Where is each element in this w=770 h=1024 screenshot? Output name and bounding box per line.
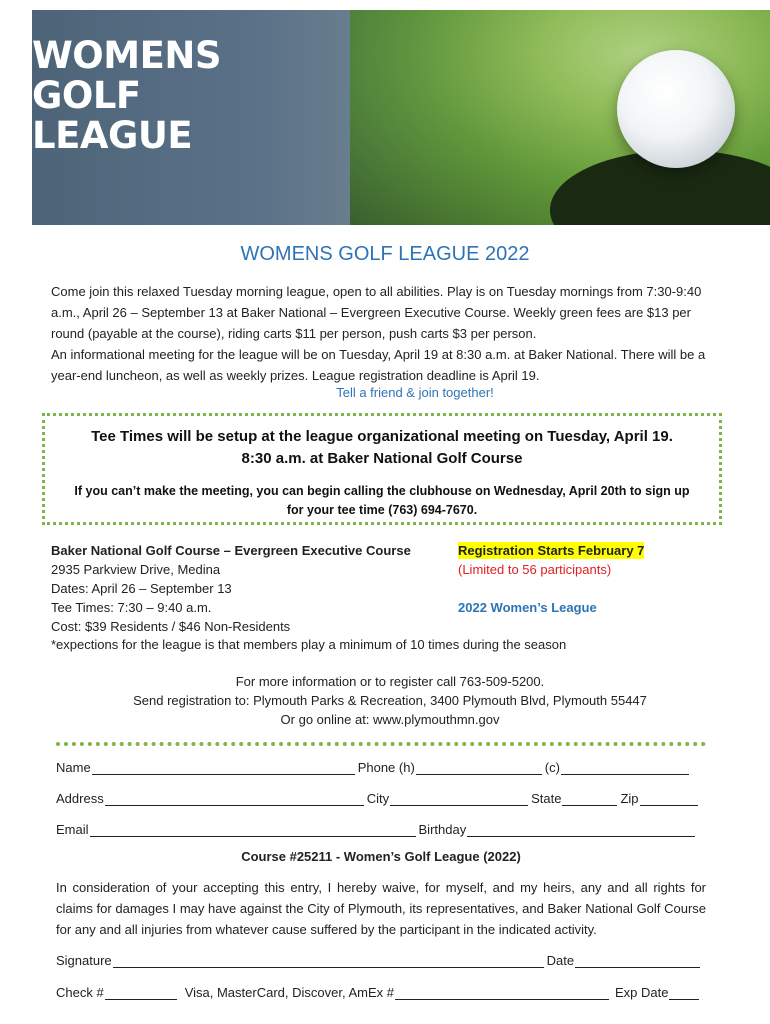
exp-date-label: Exp Date <box>614 985 669 1000</box>
tee-times-notice <box>42 413 722 525</box>
phone-h-field[interactable] <box>416 761 542 775</box>
tee-times-line3: If you can’t make the meeting, you can begin calling the clubhouse on Wednesday, April 20th to sign up <box>74 484 690 498</box>
phone-h-label: Phone (h) <box>357 760 415 775</box>
contact-address: Send registration to: Plymouth Parks & Recreation, 3400 Plymouth Blvd, Plymouth 55447 <box>133 693 647 708</box>
contact-phone: For more information or to register call 763-509-5200. <box>235 674 545 689</box>
form-row-name <box>56 755 706 775</box>
zip-label: Zip <box>620 791 639 806</box>
date-label: Date <box>546 953 575 968</box>
cell-field[interactable] <box>561 761 689 775</box>
name-field[interactable] <box>92 761 355 775</box>
form-row-address <box>56 786 706 806</box>
intro-paragraph-2: An informational meeting for the league will be on Tuesday, April 19 at 8:30 a.m. at Baker National. There will be a year-end luncheon, as well as weekly prizes. League registration deadline is April 19. <box>51 347 706 383</box>
waiver-text: In consideration of your accepting this entry, I hereby waive, for myself, and my heirs, any and all rights for claims for damages I may have against the City of Plymouth, its representatives, and Baker National Golf Course for any and all injuries from whatever cause suffered by the participant in the indicated activity. <box>56 880 706 937</box>
header-banner <box>32 10 770 225</box>
registration-starts: Registration Starts February 7 <box>458 543 645 558</box>
state-label: State <box>531 791 562 806</box>
form-divider <box>56 742 706 746</box>
course-details <box>51 541 451 636</box>
card-label: Visa, MasterCard, Discover, AmEx # <box>184 985 394 1000</box>
banner-title <box>32 36 221 156</box>
city-field[interactable] <box>390 792 528 806</box>
banner-title-line1: WOMENS <box>32 34 221 77</box>
course-address: 2935 Parkview Drive, Medina <box>51 562 221 577</box>
course-dates: Dates: April 26 – September 13 <box>51 581 232 596</box>
intro-paragraph-1: Come join this relaxed Tuesday morning league, open to all abilities. Play is on Tuesday mornings from 7:30-9:40 a.m., April 26 – September 13 at Baker National – Evergreen Executive Course. Weekly green fees are $13 per round (payable at the course), riding carts $11 per person, push carts $3 per person. <box>51 284 702 341</box>
tee-times-line4: for your tee time (763) 694-7670. <box>286 503 478 517</box>
card-number-field[interactable] <box>395 986 609 1000</box>
state-field[interactable] <box>562 792 617 806</box>
tell-a-friend: Tell a friend & join together! <box>336 385 494 400</box>
address-field[interactable] <box>105 792 364 806</box>
name-label: Name <box>56 760 91 775</box>
signature-field[interactable] <box>113 954 544 968</box>
course-number-title: Course #25211 - Women’s Golf League (2022) <box>241 849 521 864</box>
date-field[interactable] <box>575 954 700 968</box>
cell-label: (c) <box>544 760 560 775</box>
tee-times-line1: Tee Times will be setup at the league organizational meeting on Tuesday, April 19. <box>91 428 673 445</box>
league-label: 2022 Women’s League <box>458 600 597 615</box>
contact-info <box>0 672 770 729</box>
tee-times-line2: 8:30 a.m. at Baker National Golf Course <box>241 450 523 467</box>
email-field[interactable] <box>90 823 416 837</box>
signature-label: Signature <box>56 953 112 968</box>
banner-title-line3: LEAGUE <box>32 114 193 157</box>
form-row-payment <box>56 980 706 1000</box>
check-label: Check # <box>56 985 104 1000</box>
course-cost: Cost: $39 Residents / $46 Non-Residents <box>51 619 291 634</box>
form-row-email <box>56 817 706 837</box>
course-tee-times: Tee Times: 7:30 – 9:40 a.m. <box>51 600 212 615</box>
tee-times-main <box>45 426 719 470</box>
birthday-field[interactable] <box>467 823 695 837</box>
registration-limit: (Limited to 56 participants) <box>458 562 612 577</box>
city-label: City <box>366 791 390 806</box>
email-label: Email <box>56 822 89 837</box>
course-name: Baker National Golf Course – Evergreen Executive Course <box>51 543 411 558</box>
form-row-signature <box>56 948 706 968</box>
check-number-field[interactable] <box>105 986 177 1000</box>
birthday-label: Birthday <box>418 822 467 837</box>
registration-info <box>458 541 728 617</box>
banner-title-line2: GOLF <box>32 74 141 117</box>
zip-field[interactable] <box>640 792 698 806</box>
golf-ball-image <box>617 50 735 168</box>
exp-date-field[interactable] <box>669 986 699 1000</box>
expectations-note: *expections for the league is that members play a minimum of 10 times during the season <box>51 637 567 652</box>
page-title: WOMENS GOLF LEAGUE 2022 <box>240 243 530 265</box>
tee-times-sub <box>45 482 719 520</box>
address-label: Address <box>56 791 104 806</box>
intro-text <box>51 281 716 386</box>
contact-website: Or go online at: www.plymouthmn.gov <box>280 712 500 727</box>
